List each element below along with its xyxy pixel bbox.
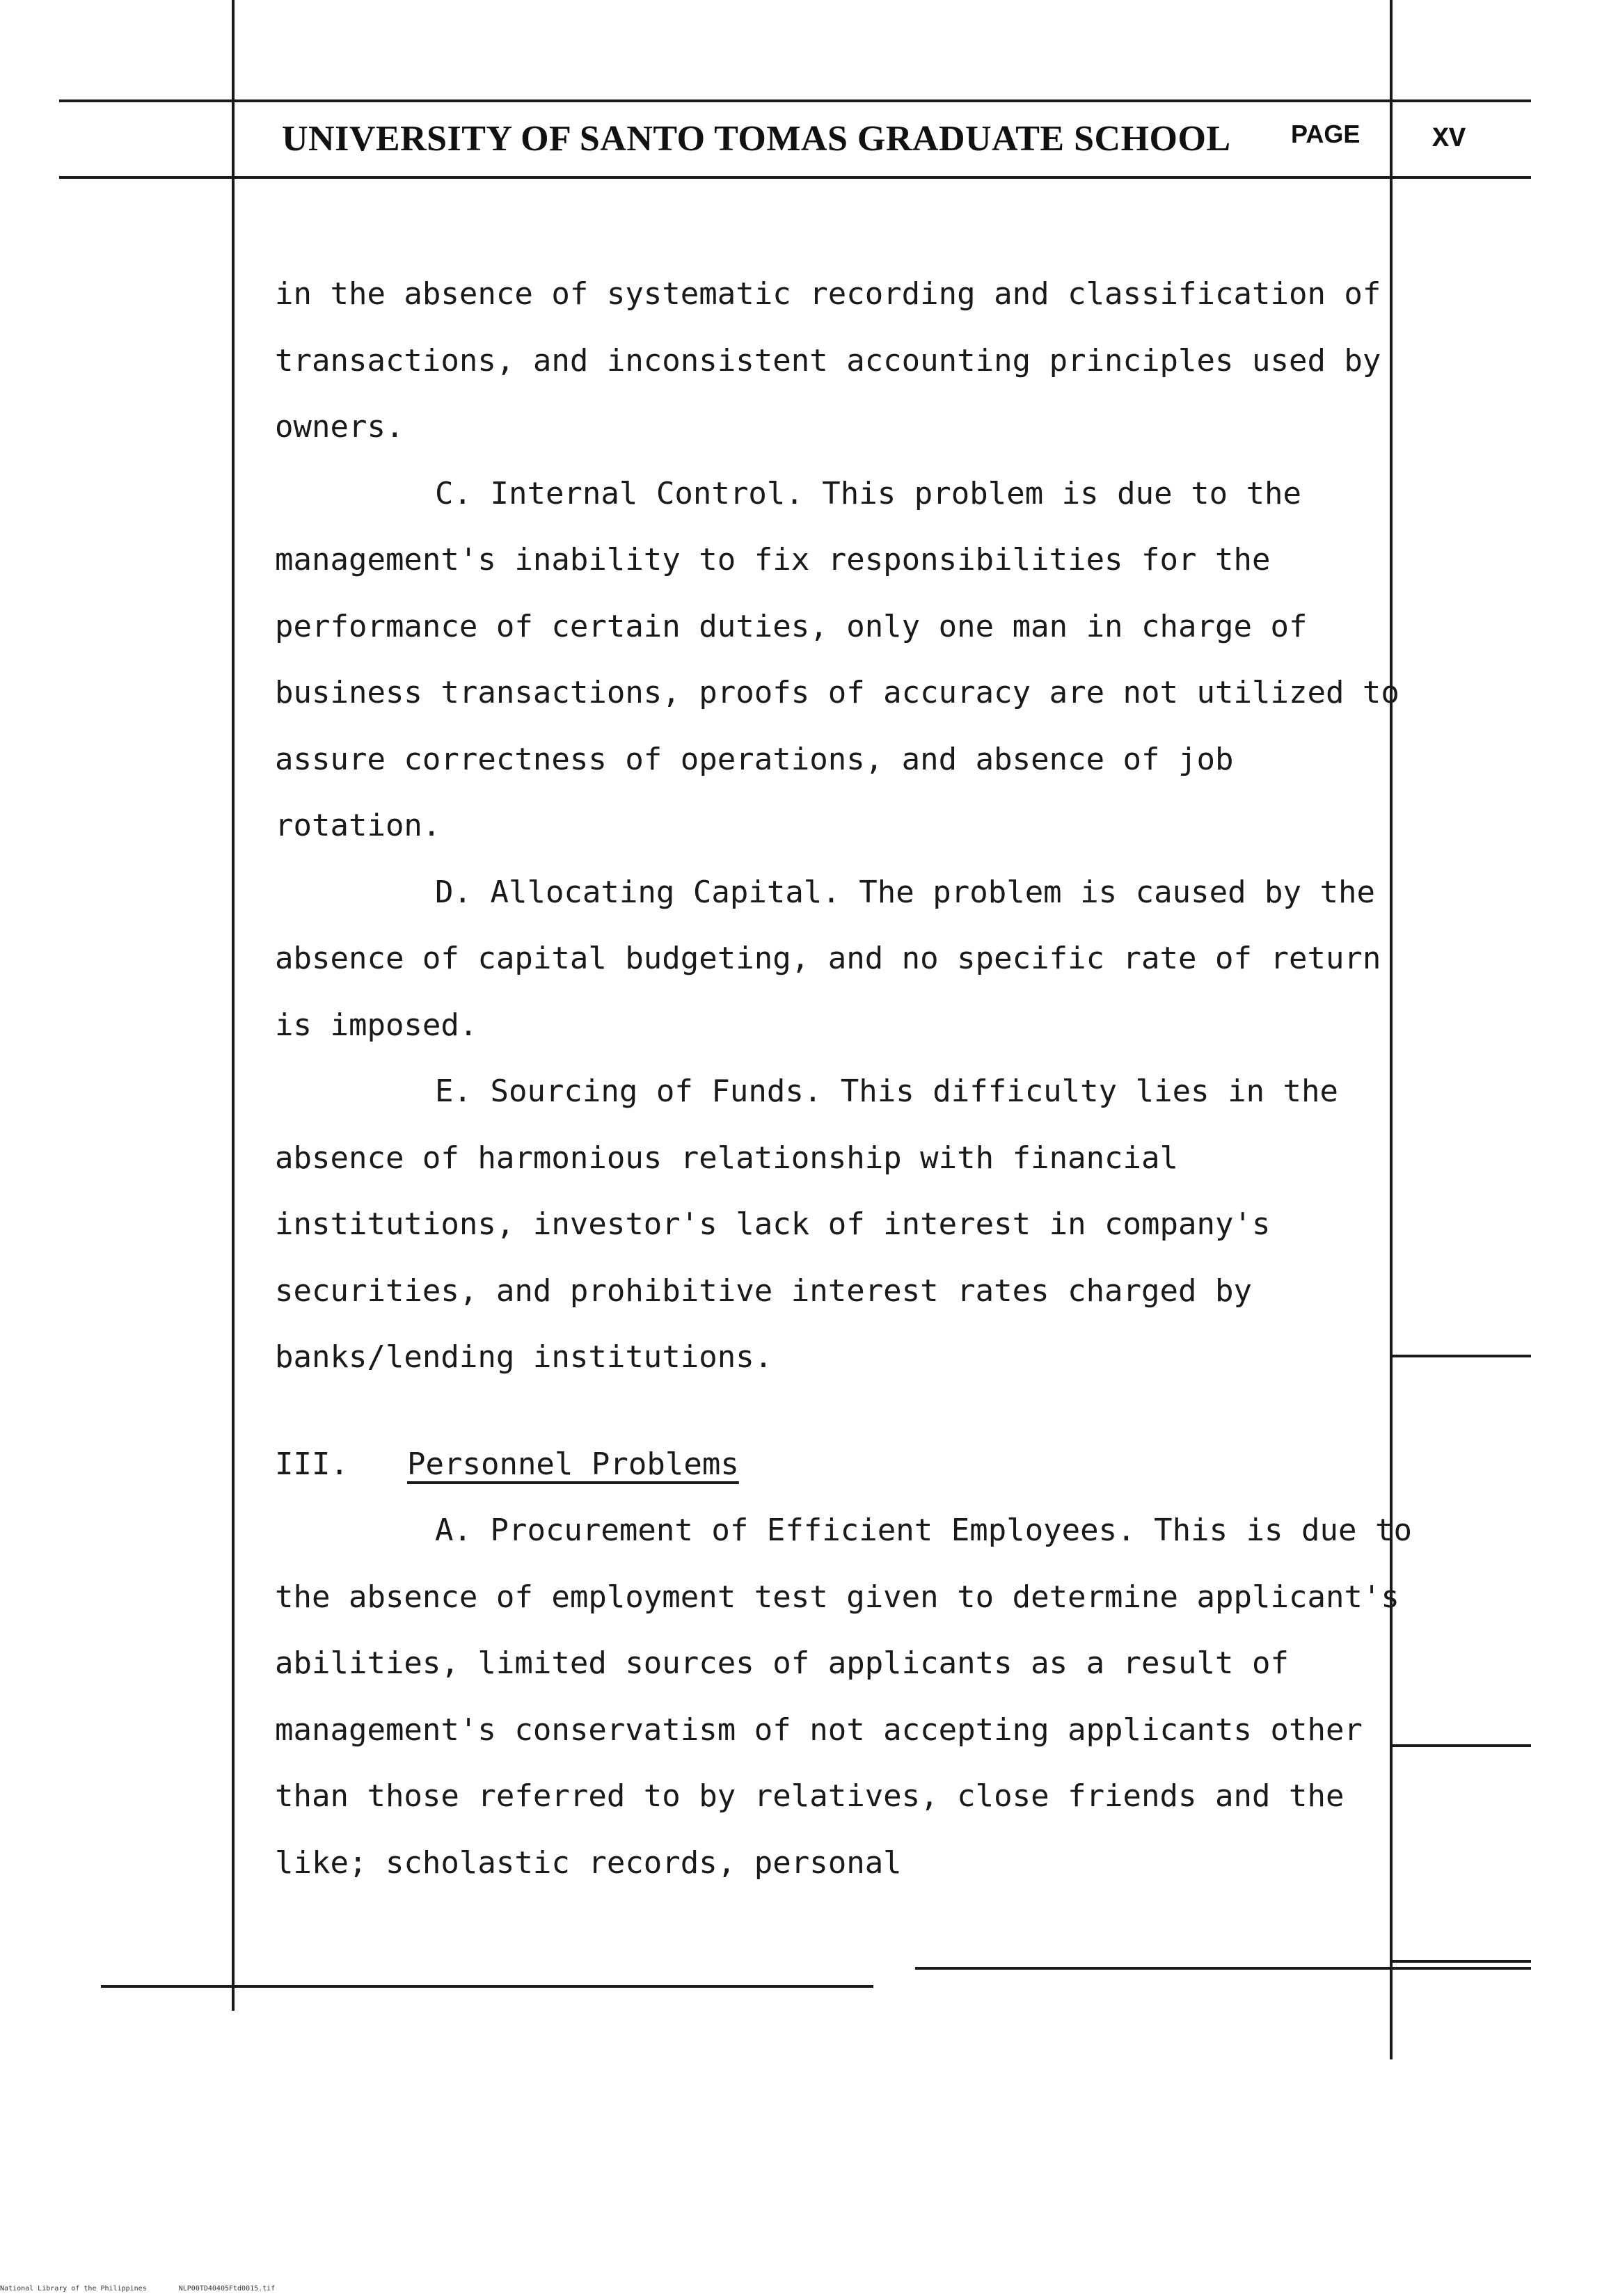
header-bottom-rule: [59, 176, 1531, 179]
library-credit: National Library of the Philippines: [0, 2285, 147, 2293]
section-heading: [275, 1431, 1416, 1498]
paragraph-continuation: in the absence of systematic recording and classification of transactions, and inconsistent accounting principles used by owners.: [275, 276, 1381, 445]
page-label: PAGE: [1291, 120, 1361, 148]
footer-rule-right: [915, 1967, 1531, 1970]
institution-header: UNIVERSITY OF SANTO TOMAS GRADUATE SCHOOL: [282, 119, 1231, 159]
section-title: Personnel Problems: [407, 1446, 739, 1482]
right-column-rule-3: [1392, 1960, 1531, 1963]
header-top-rule: [59, 99, 1531, 102]
scan-file-name: NLP00TD40405Ftd0015.tif: [178, 2285, 276, 2293]
footer-rule-left: [101, 1985, 873, 1988]
paragraph-allocating-capital: D. Allocating Capital. The problem is caused by the absence of capital budgeting, and no specific rate of return is imposed.: [275, 874, 1381, 1043]
section-number: III.: [275, 1446, 349, 1482]
scan-footer: [0, 2285, 303, 2293]
paragraph-sourcing-of-funds: E. Sourcing of Funds. This difficulty lies in the absence of harmonious relationship with financial institutions, investor's lack of interest in company's securities, and prohibitive interest rates charged by banks/lending institutions.: [275, 1074, 1339, 1375]
left-margin-rule: [232, 0, 235, 2011]
paragraph-procurement: A. Procurement of Efficient Employees. This is due to the absence of employment test given to determine applicant's abilities, limited sources of applicants as a result of management's conservatism of not accepting applicants other than those referred to by relatives, close friends and the like; scholastic records, personal: [275, 1513, 1412, 1881]
paragraph-internal-control: C. Internal Control. This problem is due to the management's inability to fix responsibilities for the performance of certain duties, only one man in charge of business transactions, proofs of accuracy are not utilized to assure correctness of operations, and absence of job rotation.: [275, 475, 1399, 843]
body-text: [275, 261, 1416, 1896]
page-number: XV: [1432, 124, 1466, 155]
